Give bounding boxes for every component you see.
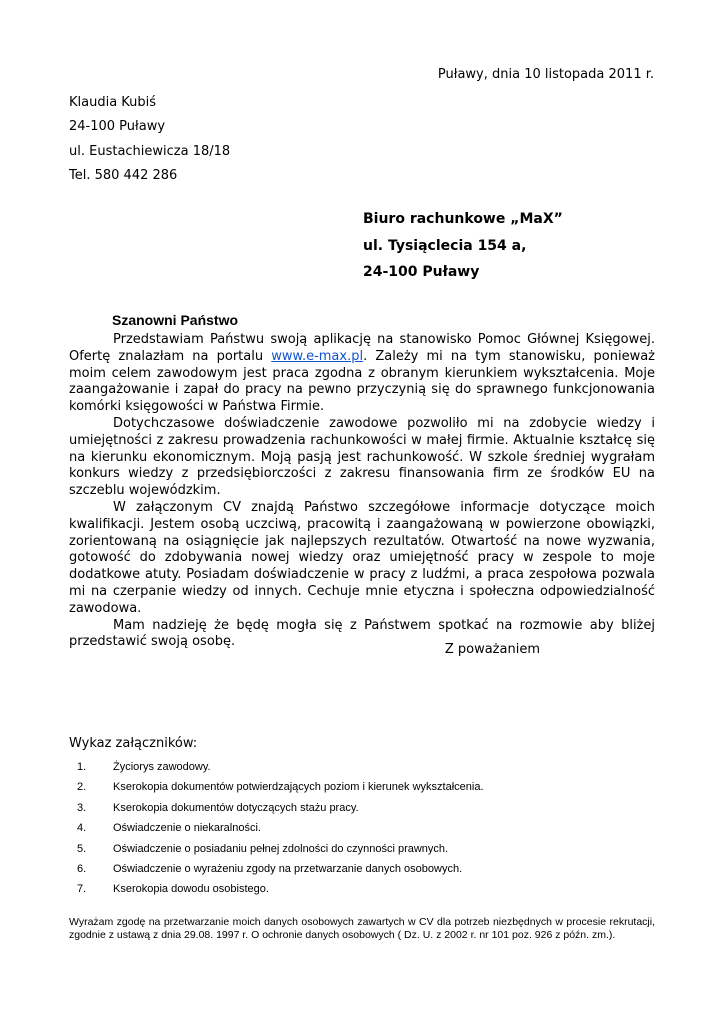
item-number: 2. bbox=[77, 781, 87, 794]
sender-block bbox=[69, 91, 230, 188]
item-text: Kserokopia dokumentów dotyczących stażu pracy. bbox=[113, 801, 359, 814]
recipient-block bbox=[363, 206, 563, 286]
list-item bbox=[77, 798, 484, 818]
item-text: Kserokopia dowodu osobistego. bbox=[113, 883, 269, 896]
list-item bbox=[77, 879, 484, 899]
recipient-company: Biuro rachunkowe „MaX” bbox=[363, 211, 563, 227]
letter-body bbox=[69, 332, 655, 651]
portal-link[interactable]: www.e-max.pl bbox=[271, 348, 364, 364]
item-number: 4. bbox=[77, 822, 87, 835]
list-item bbox=[77, 859, 484, 879]
attachments-list bbox=[77, 757, 484, 900]
recipient-street: ul. Tysiąclecia 154 a, bbox=[363, 237, 527, 254]
sender-street: ul. Eustachiewicza 18/18 bbox=[69, 143, 231, 159]
list-item bbox=[77, 839, 484, 859]
item-text: Kserokopia dokumentów potwierdzających poziom i kierunek wykształcenia. bbox=[113, 781, 484, 794]
body-paragraph-1 bbox=[69, 332, 655, 416]
item-text: Oświadczenie o wyrażeniu zgody na przetwarzanie danych osobowych. bbox=[113, 862, 463, 875]
list-item bbox=[77, 818, 484, 838]
data-consent-clause: Wyrażam zgodę na przetwarzanie moich danych osobowych zawartych w CV dla potrzeb niezbędnych w procesie rekrutacji, zgodnie z ustawą z dnia 29.08. 1997 r. O ochronie danych osobowych ( Dz. U. z 2002 r. nr 101 poz. 926 z późn. zm.). bbox=[69, 916, 655, 941]
body-paragraph-2: Dotychczasowe doświadczenie zawodowe pozwoliło mi na zdobycie wiedzy i umiejętności z zakresu prowadzenia rachunkowości w małej firmie. Aktualnie kształcę się na kierunku ekonomicznym. Moją pasją jest rachunkowość. W szkole średniej wygrałam konkurs wiedzy z przedsiębiorczości z zakresu finansowania firm ze środków EU na szczeblu wojewódzkim. bbox=[69, 415, 655, 499]
p1-text-end: . Zależy mi na tym stanowisku, ponieważ moim celem zawodowym jest praca zgodna z obranym kierunkiem wykształcenia. Moje zaangażowanie i zapał do pracy na pewno przyczynią się do sprawnego funkcjonowania komórki księgowości w Państwa Firmie. bbox=[69, 348, 656, 415]
sender-phone: Tel. 580 442 286 bbox=[69, 167, 178, 183]
item-number: 3. bbox=[77, 801, 87, 814]
list-item bbox=[77, 757, 484, 777]
item-number: 5. bbox=[77, 842, 87, 855]
p1-text-start: Przedstawiam Państwu swoją aplikację na stanowisko Pomoc Głównej Księgowej. Ofertę znalazłam na portalu bbox=[69, 332, 655, 364]
date-line: Puławy, dnia 10 listopada 2011 r. bbox=[437, 67, 654, 82]
sender-name: Klaudia Kubiś bbox=[69, 95, 157, 110]
salutation: Szanowni Państwo bbox=[112, 312, 239, 328]
recipient-city: 24-100 Puławy bbox=[363, 264, 480, 280]
closing: Z poważaniem bbox=[444, 642, 540, 657]
item-number: 1. bbox=[77, 761, 87, 773]
attachments-title: Wykaz załączników: bbox=[69, 736, 198, 751]
body-paragraph-3: W załączonym CV znajdą Państwo szczegółowe informacje dotyczące moich kwalifikacji. Jestem osobą uczciwą, pracowitą i zaangażowaną w powierzone obowiązki, zorientowaną na osiągnięcie jak najlepszych rezultatów. Otwartość na nowe wyzwania, gotowość do zdobywania nowej wiedzy oraz umiejętność pracy w zespole to moje dodatkowe atuty. Posiadam doświadczenie w pracy z ludźmi, a praca zespołowa pozwala mi na czerpanie wiedzy od innych. Cechuje mnie etyczna i społeczna odpowiedzialność zawodowa. bbox=[69, 499, 655, 616]
item-text: Oświadczenie o niekaralności. bbox=[113, 822, 261, 835]
list-item bbox=[77, 777, 484, 797]
item-text: Oświadczenie o posiadaniu pełnej zdolności do czynności prawnych. bbox=[113, 842, 449, 855]
item-number: 6. bbox=[77, 862, 87, 875]
item-number: 7. bbox=[77, 883, 87, 896]
sender-city: 24-100 Puławy bbox=[69, 119, 166, 135]
body-paragraph-4: Mam nadzieję że będę mogła się z Państwem spotkać na rozmowie aby bliżej przedstawić swoją osobę. bbox=[69, 617, 655, 650]
item-text: Życiorys zawodowy. bbox=[113, 761, 211, 773]
